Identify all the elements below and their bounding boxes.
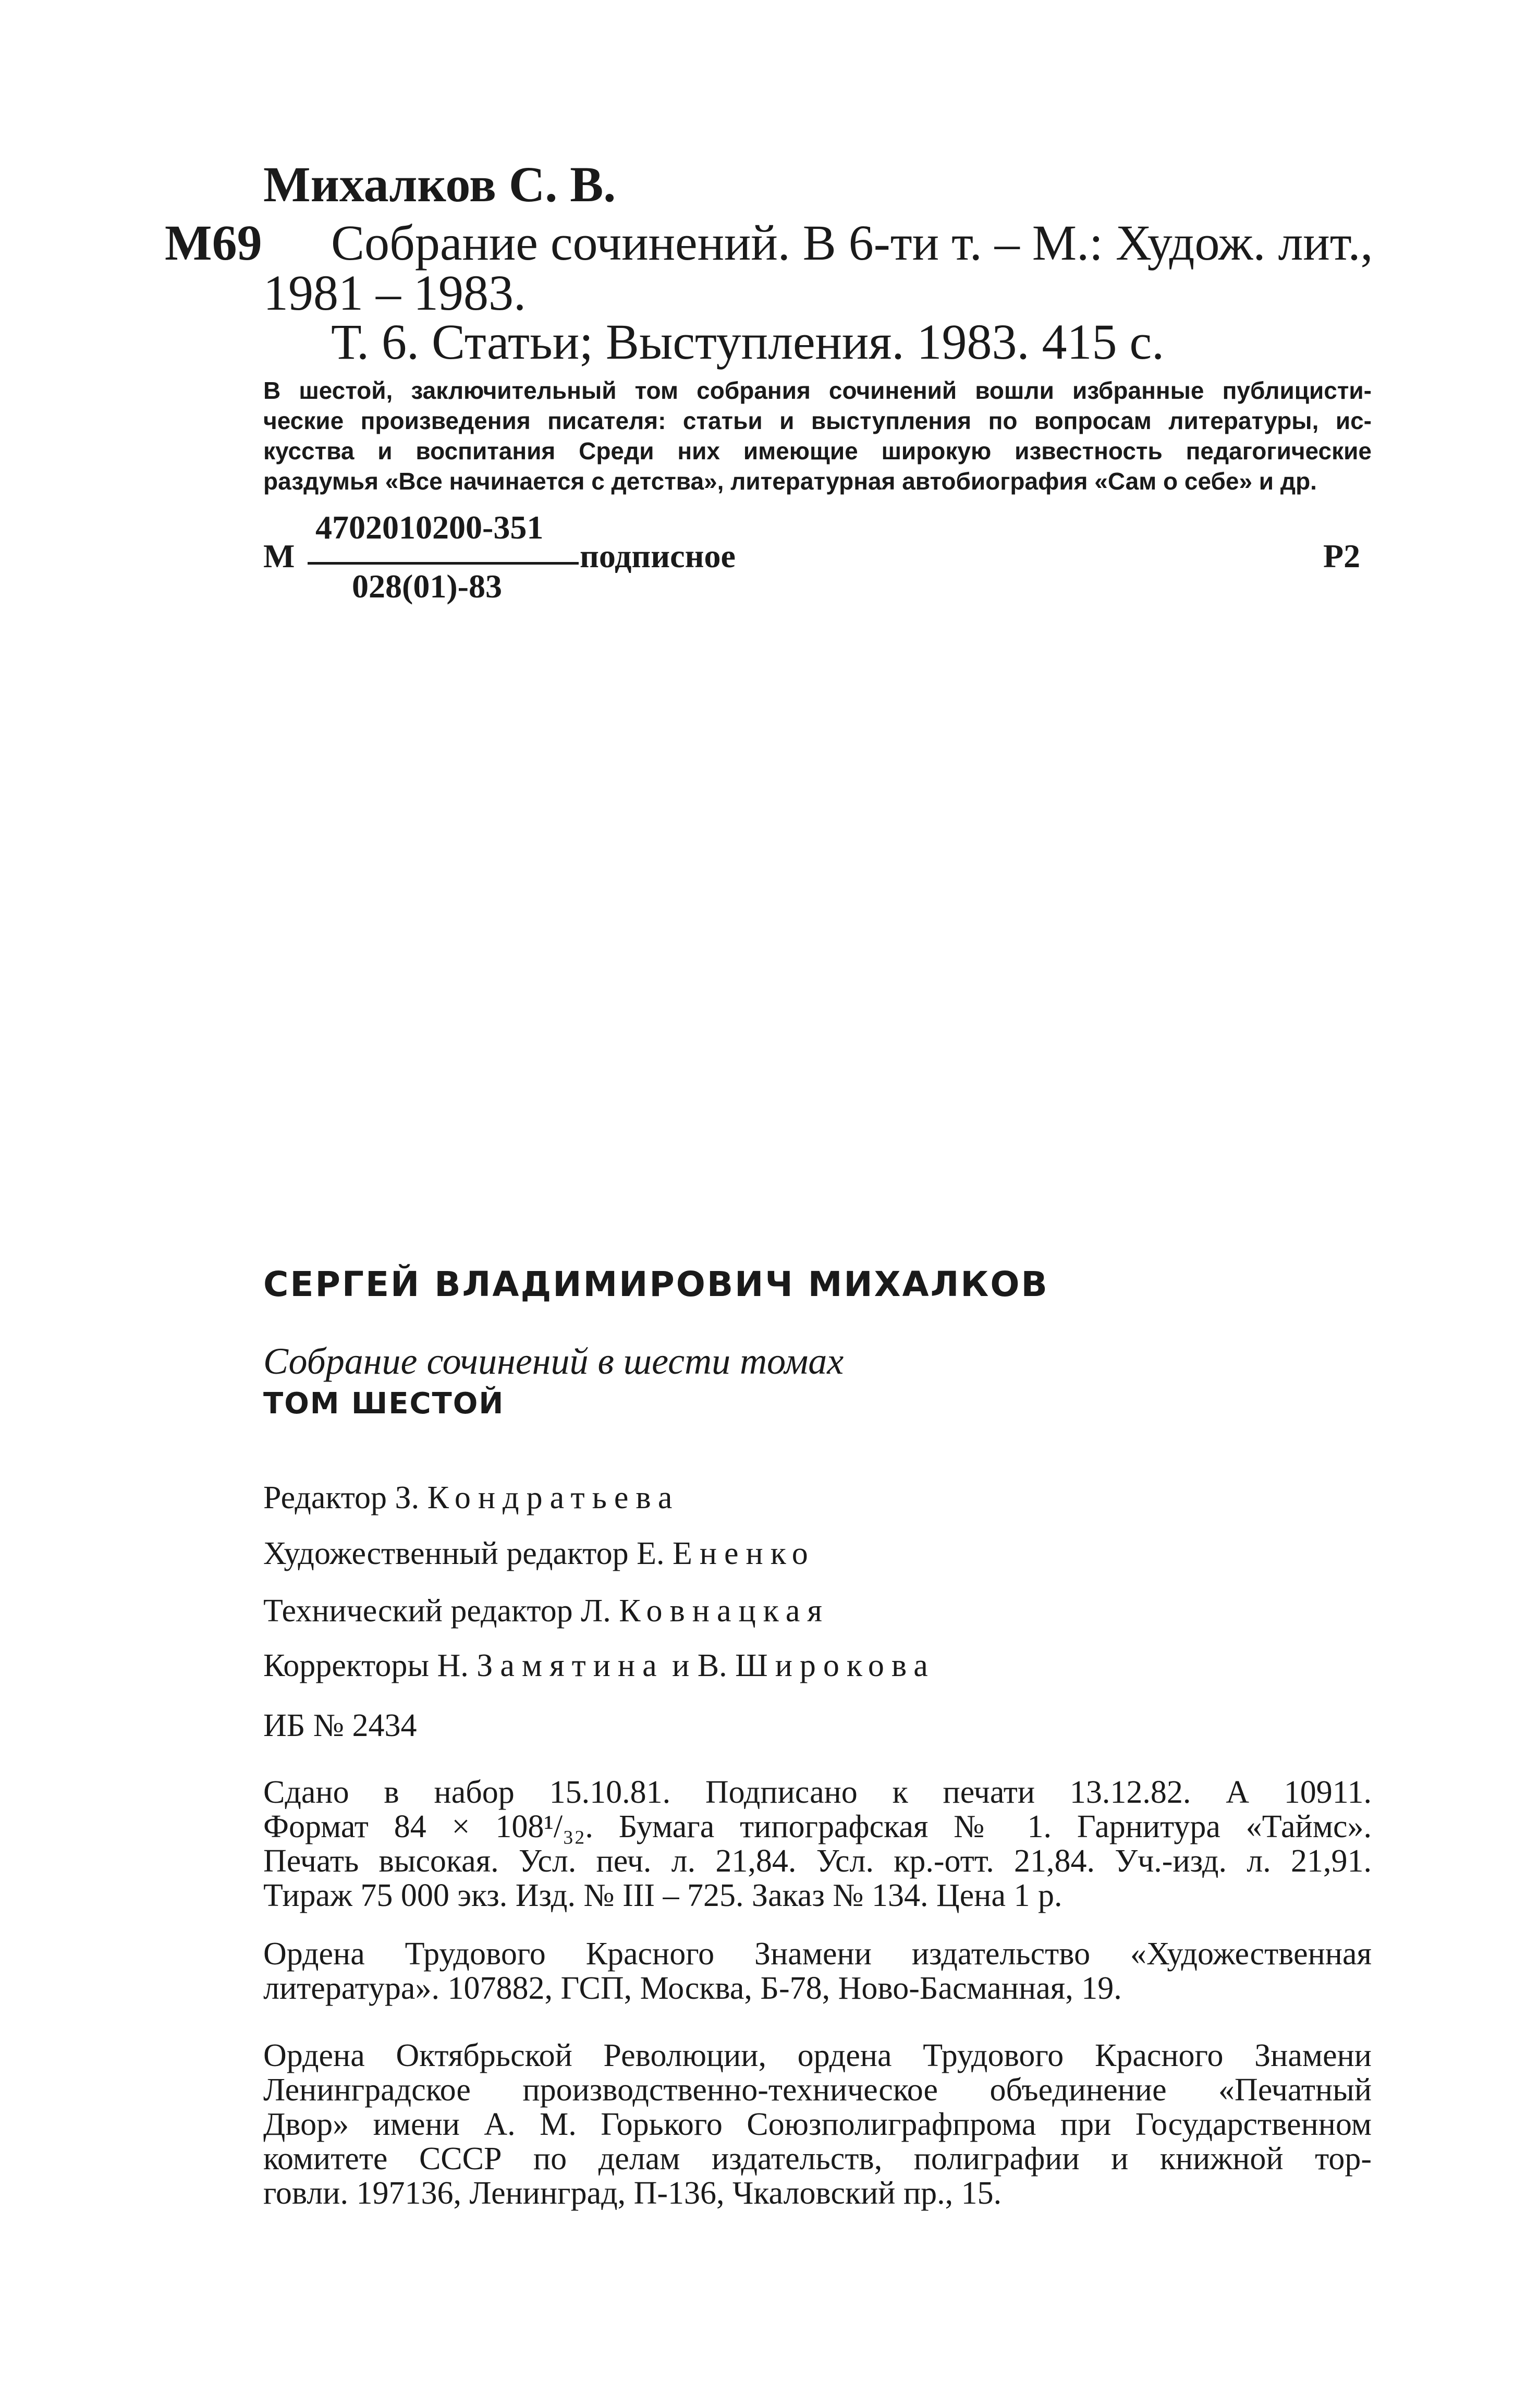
imprint-series: Собрание сочинений в шести томах <box>263 1340 844 1382</box>
staff-name: Замятина <box>477 1648 664 1683</box>
publisher-line: Ордена Трудового Красного Знамени издательство «Художественная <box>263 1936 1372 1972</box>
classification-index: Р2 <box>1323 537 1361 575</box>
card-volume-line: Т. 6. Статьи; Выступления. 1983. 415 с. <box>331 314 1165 370</box>
annotation-line: кусства и воспитания Среди них имеющие широкую известность педагогические <box>263 437 1372 465</box>
card-years-line: 1981 – 1983. <box>263 265 526 321</box>
staff-name: Кондратьева <box>427 1480 680 1515</box>
card-author: Михалков С. В. <box>263 156 616 212</box>
printer-info <box>263 2038 1372 2210</box>
card-shelf-code: М69 <box>165 215 262 271</box>
annotation-line: В шестой, заключительный том собрания сочинений вошли избранные публицисти- <box>263 377 1372 404</box>
classification-subscription: подписное <box>580 537 736 575</box>
printer-line: Двор» имени А. М. Горького Союзполиграфпрома при Государственном <box>263 2107 1372 2142</box>
publisher-info <box>263 1937 1372 2006</box>
staff-name: Ковнацкая <box>619 1593 829 1629</box>
print-details-line: Тираж 75 000 экз. Изд. № III – 725. Заказ № 134. Цена 1 р. <box>263 1878 1062 1913</box>
staff-name: Широкова <box>735 1648 935 1683</box>
print-details-line: Сдано в набор 15.10.81. Подписано к печати 13.12.82. А 10911. <box>263 1775 1372 1810</box>
imprint-volume: ТОМ ШЕСТОЙ <box>263 1387 505 1421</box>
print-details <box>263 1775 1372 1913</box>
annotation-line: ческие произведения писателя: статьи и выступления по вопросам литературы, ис- <box>263 407 1372 434</box>
annotation-line: раздумья «Все начинается с детства», литературная автобиография «Сам о себе» и др. <box>263 468 1317 495</box>
publisher-line: литература». 107882, ГСП, Москва, Б-78, Ново-Басманная, 19. <box>263 1971 1122 2006</box>
staff-role: Редактор З. <box>263 1480 420 1515</box>
staff-name: Ененко <box>672 1536 815 1571</box>
printer-line: комитете СССР по делам издательств, полиграфии и книжной тор- <box>263 2141 1372 2177</box>
ib-number: ИБ № 2434 <box>263 1708 417 1743</box>
staff-art-editor <box>263 1535 815 1572</box>
printer-line: говли. 197136, Ленинград, П-136, Чкаловский пр., 15. <box>263 2175 1002 2211</box>
staff-role: Технический редактор Л. <box>263 1593 611 1629</box>
staff-proofreaders <box>263 1647 935 1684</box>
printer-line: Ленинградское производственно-техническое объединение «Печатный <box>263 2072 1372 2108</box>
imprint-author: СЕРГЕЙ ВЛАДИМИРОВИЧ МИХАЛКОВ <box>263 1264 1049 1304</box>
classification-numerator: 4702010200-351 <box>315 509 544 546</box>
print-details-line: Формат 84 × 108¹/₃₂. Бумага типографская № 1. Гарнитура «Таймс». <box>263 1809 1372 1844</box>
staff-role: Корректоры Н. <box>263 1648 469 1683</box>
print-details-line: Печать высокая. Усл. печ. л. 21,84. Усл. кр.-отт. 21,84. Уч.-изд. л. 21,91. <box>263 1843 1372 1879</box>
staff-conjunction: и <box>672 1648 690 1683</box>
staff-editor <box>263 1480 679 1517</box>
staff-role: Художественный редактор Е. <box>263 1536 665 1571</box>
fraction-rule <box>308 562 579 565</box>
staff-role: В. <box>697 1648 727 1683</box>
card-annotation <box>263 375 1372 496</box>
classification-letter: М <box>263 537 295 575</box>
classification-denominator: 028(01)-83 <box>352 568 502 605</box>
card-title-line: Собрание сочинений. В 6-ти т. – М.: Худож. лит., <box>331 215 1373 271</box>
printer-line: Ордена Октябрьской Революции, ордена Трудового Красного Знамени <box>263 2038 1372 2073</box>
staff-tech-editor <box>263 1593 829 1630</box>
